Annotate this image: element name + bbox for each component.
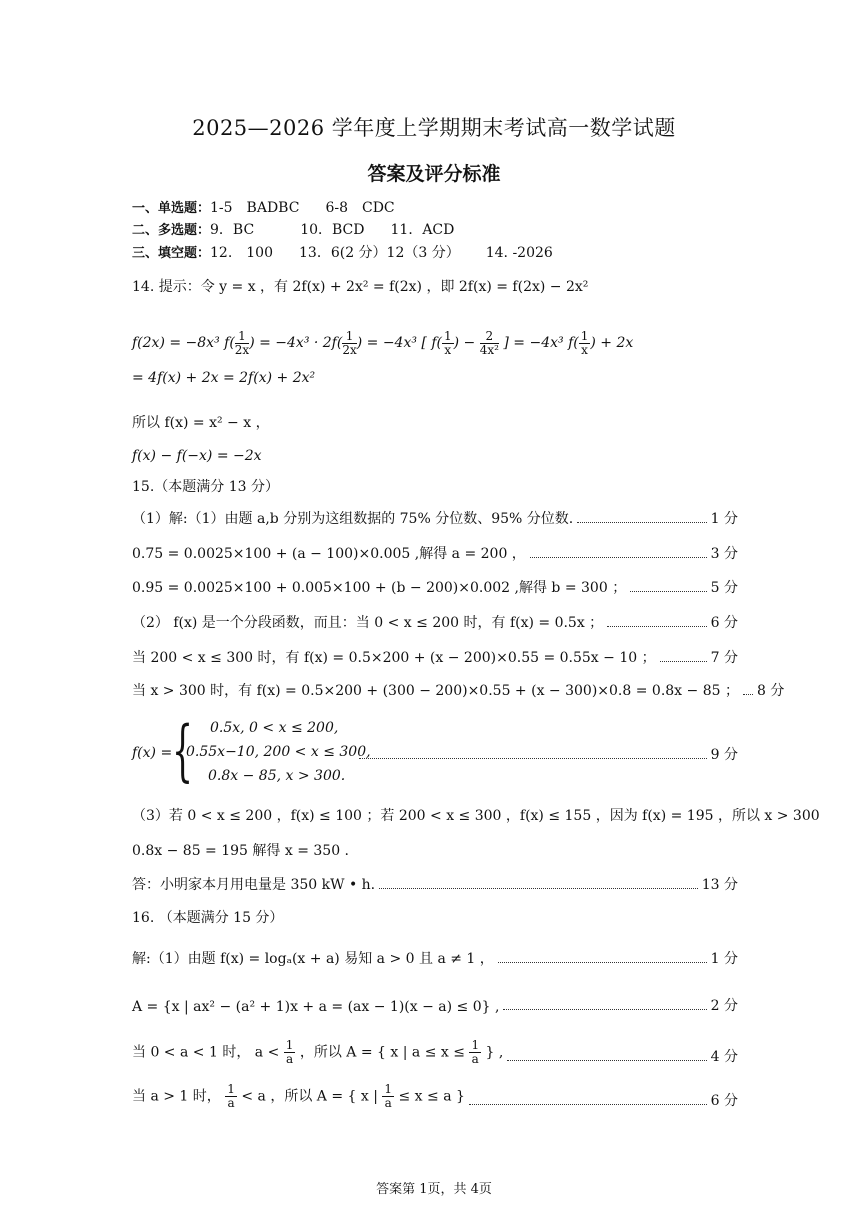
piecewise-case-3: 0.8x − 85, x > 300. [208, 768, 346, 784]
q15-step-4: （2） f(x) 是一个分段函数，而且：当 0 < x ≤ 200 时，有 f(x) = 0.5x ； 6 分 [132, 610, 738, 632]
page-footer: 答案第 1页，共 4页 [376, 1182, 492, 1197]
q15-answer: 答：小明家本月用电量是 350 kW • h. 13 分 [132, 872, 738, 894]
q15-step-8: 0.8x − 85 = 195 解得 x = 350 . [132, 843, 350, 859]
points-label: 6 分 [710, 615, 738, 631]
multi-choice-answers [132, 220, 454, 241]
single-answer-6-8: 6-8 CDC [325, 200, 395, 216]
multi-choice-label: 二、多选题： [132, 223, 211, 238]
fill-answer-14: 14. -2026 [485, 245, 553, 261]
q15-step-2: 0.75 = 0.0025×100 + (a − 100)×0.005 ,解得 a = 200 ， 3 分 [132, 541, 738, 563]
piecewise-points [355, 742, 738, 764]
piecewise-brace: { [172, 712, 193, 789]
q15-step-1: （1）解:（1）由题 a,b 分别为这组数据的 75% 分位数、95% 分位数. 1 分 [132, 506, 738, 528]
fill-blank-answers [132, 243, 553, 264]
fill-blank-label: 三、填空题： [132, 246, 211, 261]
points-label: 3 分 [710, 546, 738, 562]
points-label: 13 分 [701, 877, 738, 893]
multi-answer-11: 11．ACD [390, 222, 455, 238]
fill-answer-12: 12. 100 [210, 245, 274, 261]
q15-step-3: 0.95 = 0.0025×100 + 0.005×100 + (b − 200)×0.002 ,解得 b = 300 ； 5 分 [132, 575, 738, 597]
points-label: 9 分 [710, 747, 738, 763]
q16-heading: 16. （本题满分 15 分） [132, 910, 284, 926]
points-label: 5 分 [710, 580, 738, 596]
points-label: 1 分 [710, 511, 738, 527]
q14-hint: 14. 提示：令 y = x ，有 2f(x) + 2x² = f(2x) ，即 2f(x) = f(2x) − 2x² [132, 279, 589, 295]
piecewise-case-2: 0.55x−10, 200 < x ≤ 300, [186, 744, 371, 760]
piecewise-lhs: f(x) = [132, 745, 173, 761]
points-label: 4 分 [710, 1049, 738, 1065]
q16-step-3: 当 0 < a < 1 时， a < $\frac{1}{a}$ ，所以 A = { x | a ≤ x ≤ $\frac{1}{a}$ } , 4 分 [132, 1038, 738, 1066]
q16-step-1: 解:（1）由题 f(x) = logₐ(x + a) 易知 a > 0 且 a ≠ 1 ， 1 分 [132, 946, 738, 968]
multi-answer-10: 10．BCD [300, 222, 365, 238]
points-label: 7 分 [710, 650, 738, 666]
single-choice-label: 一、单选题： [132, 201, 211, 216]
page-subtitle: 答案及评分标准 [367, 163, 501, 185]
q15-step-6: 当 x > 300 时，有 f(x) = 0.5×200 + (300 − 200)×0.55 + (x − 300)×0.8 = 0.8x − 85 ； 8 分 [132, 678, 738, 700]
q14-conclusion-1: 所以 f(x) = x² − x ， [132, 415, 270, 431]
q14-conclusion-2: f(x) − f(−x) = −2x [132, 448, 262, 464]
q16-step-2: A = {x | ax² − (a² + 1)x + a = (ax − 1)(x − a) ≤ 0} , 2 分 [132, 993, 738, 1015]
multi-answer-9: 9．BC [210, 222, 255, 238]
points-label: 2 分 [710, 998, 738, 1014]
fill-answer-13: 13．6(2 分）12（3 分） [299, 245, 460, 261]
q15-step-7: （3）若 0 < x ≤ 200 ，f(x) ≤ 100 ；若 200 < x ≤ 300 ，f(x) ≤ 155 ，因为 f(x) = 195 ，所以 x > 300 [132, 808, 820, 824]
points-label: 1 分 [710, 951, 738, 967]
piecewise-case-1: 0.5x, 0 < x ≤ 200, [210, 720, 339, 736]
page-title: 2025—2026 学年度上学期期末考试高一数学试题 [192, 116, 676, 140]
single-answer-1-5: 1-5 BADBC [210, 200, 300, 216]
single-choice-answers [132, 198, 395, 219]
q15-step-5: 当 200 < x ≤ 300 时，有 f(x) = 0.5×200 + (x − 200)×0.55 = 0.55x − 10 ； 7 分 [132, 645, 738, 667]
points-label: 6 分 [710, 1093, 738, 1109]
q15-heading: 15.（本题满分 13 分） [132, 479, 279, 495]
points-label: 8 分 [756, 683, 785, 699]
q14-equation-1: f(2x) = −8x³ f( $\frac{1}{2x}$ ) = −4x³ · 2f( $\frac{1}{2x}$ ) = −4x³ [ f( $\frac{1}{x}$ ) − $\frac{2}{\text{4x²}}$ ] = −4x³ f( $\frac{1}{x}$ ) + 2x [132, 328, 634, 357]
q16-step-4: 当 a > 1 时， $\frac{1}{a}$ < a ，所以 A = { x | $\frac{1}{a}$ ≤ x ≤ a } 6 分 [132, 1082, 738, 1110]
q14-equation-2: = 4f(x) + 2x = 2f(x) + 2x² [132, 370, 316, 386]
